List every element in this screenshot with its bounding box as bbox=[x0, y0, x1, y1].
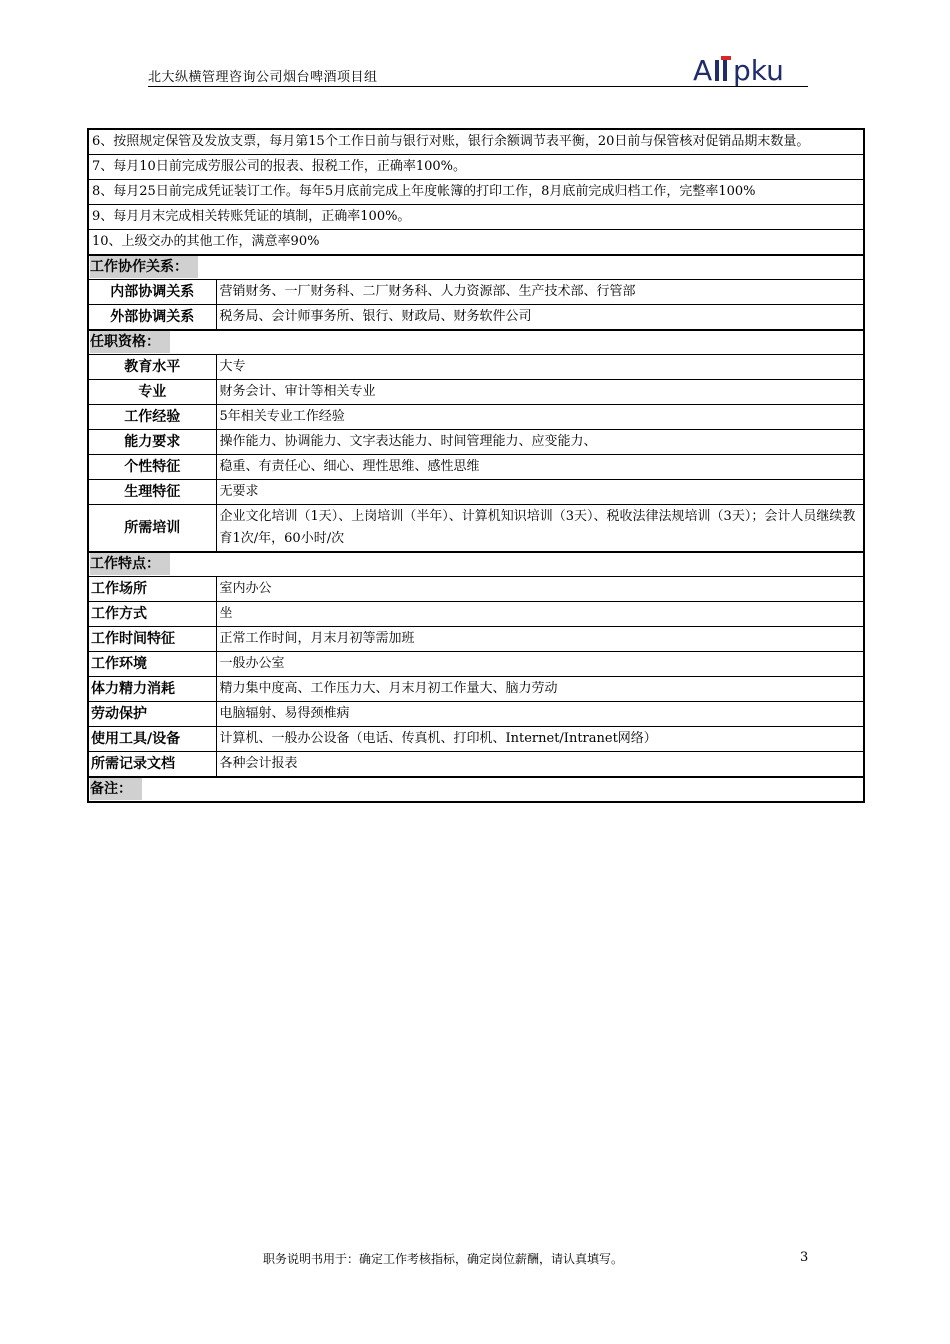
row-label: 个性特征 bbox=[88, 455, 216, 480]
characteristic-row bbox=[88, 677, 864, 702]
qualification-row bbox=[88, 405, 864, 430]
collaboration-row bbox=[88, 280, 864, 305]
characteristic-row bbox=[88, 702, 864, 727]
duty-item: 10、上级交办的其他工作，满意率90% bbox=[88, 230, 864, 256]
row-value: 坐 bbox=[216, 602, 864, 627]
duty-row bbox=[88, 180, 864, 205]
row-value: 室内办公 bbox=[216, 577, 864, 602]
job-description-table bbox=[87, 128, 865, 803]
row-label: 生理特征 bbox=[88, 480, 216, 505]
row-value: 精力集中度高、工作压力大、月末月初工作量大、脑力劳动 bbox=[216, 677, 864, 702]
row-value: 正常工作时间，月末月初等需加班 bbox=[216, 627, 864, 652]
characteristic-row bbox=[88, 727, 864, 752]
footer-note: 职务说明书用于：确定工作考核指标，确定岗位薪酬，请认真填写。 bbox=[263, 1252, 624, 1266]
qualification-row bbox=[88, 505, 864, 553]
row-label: 体力精力消耗 bbox=[88, 677, 216, 702]
duty-item: 8、每月25日前完成凭证装订工作。每年5月底前完成上年度帐簿的打印工作，8月底前完成归档工作，完整率100% bbox=[88, 180, 864, 205]
row-value: 营销财务、一厂财务科、二厂财务科、人力资源部、生产技术部、行管部 bbox=[216, 280, 864, 305]
row-label: 所需记录文档 bbox=[88, 752, 216, 778]
row-value: 电脑辐射、易得颈椎病 bbox=[216, 702, 864, 727]
row-label: 教育水平 bbox=[88, 355, 216, 380]
row-value: 财务会计、审计等相关专业 bbox=[216, 380, 864, 405]
row-label: 工作经验 bbox=[88, 405, 216, 430]
section-row bbox=[88, 552, 864, 577]
row-value: 操作能力、协调能力、文字表达能力、时间管理能力、应变能力、 bbox=[216, 430, 864, 455]
row-label: 工作场所 bbox=[88, 577, 216, 602]
duty-item: 7、每月10日前完成劳服公司的报表、报税工作，正确率100%。 bbox=[88, 155, 864, 180]
row-label: 内部协调关系 bbox=[88, 280, 216, 305]
row-label: 工作环境 bbox=[88, 652, 216, 677]
row-label: 工作方式 bbox=[88, 602, 216, 627]
row-label: 使用工具/设备 bbox=[88, 727, 216, 752]
header-divider bbox=[148, 86, 808, 87]
row-label: 工作时间特征 bbox=[88, 627, 216, 652]
qualification-row bbox=[88, 355, 864, 380]
row-label: 所需培训 bbox=[88, 505, 216, 553]
qualification-row bbox=[88, 430, 864, 455]
qualification-row bbox=[88, 380, 864, 405]
company-logo bbox=[693, 52, 811, 88]
characteristic-row bbox=[88, 627, 864, 652]
duty-row bbox=[88, 230, 864, 256]
duty-row bbox=[88, 155, 864, 180]
row-label: 外部协调关系 bbox=[88, 305, 216, 331]
row-label: 能力要求 bbox=[88, 430, 216, 455]
qualification-row bbox=[88, 455, 864, 480]
characteristic-row bbox=[88, 752, 864, 778]
section-title-qualifications: 任职资格： bbox=[90, 331, 170, 353]
section-row bbox=[88, 777, 864, 802]
header-company-name: 北大纵横管理咨询公司烟台啤酒项目组 bbox=[148, 70, 378, 85]
duty-row bbox=[88, 129, 864, 155]
section-title-remarks: 备注： bbox=[90, 778, 142, 800]
page-number: 3 bbox=[800, 1250, 809, 1265]
section-row bbox=[88, 255, 864, 280]
row-value: 5年相关专业工作经验 bbox=[216, 405, 864, 430]
svg-text:pku: pku bbox=[733, 54, 784, 87]
section-title-characteristics: 工作特点： bbox=[90, 553, 170, 575]
row-value: 稳重、有责任心、细心、理性思维、感性思维 bbox=[216, 455, 864, 480]
row-value: 税务局、会计师事务所、银行、财政局、财务软件公司 bbox=[216, 305, 864, 331]
row-value: 大专 bbox=[216, 355, 864, 380]
duty-item: 9、每月月末完成相关转账凭证的填制，正确率100%。 bbox=[88, 205, 864, 230]
row-value: 企业文化培训（1天）、上岗培训（半年）、计算机知识培训（3天）、税收法律法规培训（3天）；会计人员继续教育1次/年，60小时/次 bbox=[216, 505, 864, 553]
duty-row bbox=[88, 205, 864, 230]
characteristic-row bbox=[88, 652, 864, 677]
section-title-collaboration: 工作协作关系： bbox=[90, 256, 198, 278]
qualification-row bbox=[88, 480, 864, 505]
row-value: 一般办公室 bbox=[216, 652, 864, 677]
svg-text:A: A bbox=[693, 54, 713, 87]
row-label: 专业 bbox=[88, 380, 216, 405]
row-label: 劳动保护 bbox=[88, 702, 216, 727]
characteristic-row bbox=[88, 602, 864, 627]
row-value: 各种会计报表 bbox=[216, 752, 864, 778]
characteristic-row bbox=[88, 577, 864, 602]
row-value: 计算机、一般办公设备（电话、传真机、打印机、Internet/Intranet网络） bbox=[216, 727, 864, 752]
collaboration-row bbox=[88, 305, 864, 331]
row-value: 无要求 bbox=[216, 480, 864, 505]
duty-item: 6、按照规定保管及发放支票，每月第15个工作日前与银行对账，银行余额调节表平衡，20日前与保管核对促销品期末数量。 bbox=[88, 129, 864, 155]
section-row bbox=[88, 330, 864, 355]
